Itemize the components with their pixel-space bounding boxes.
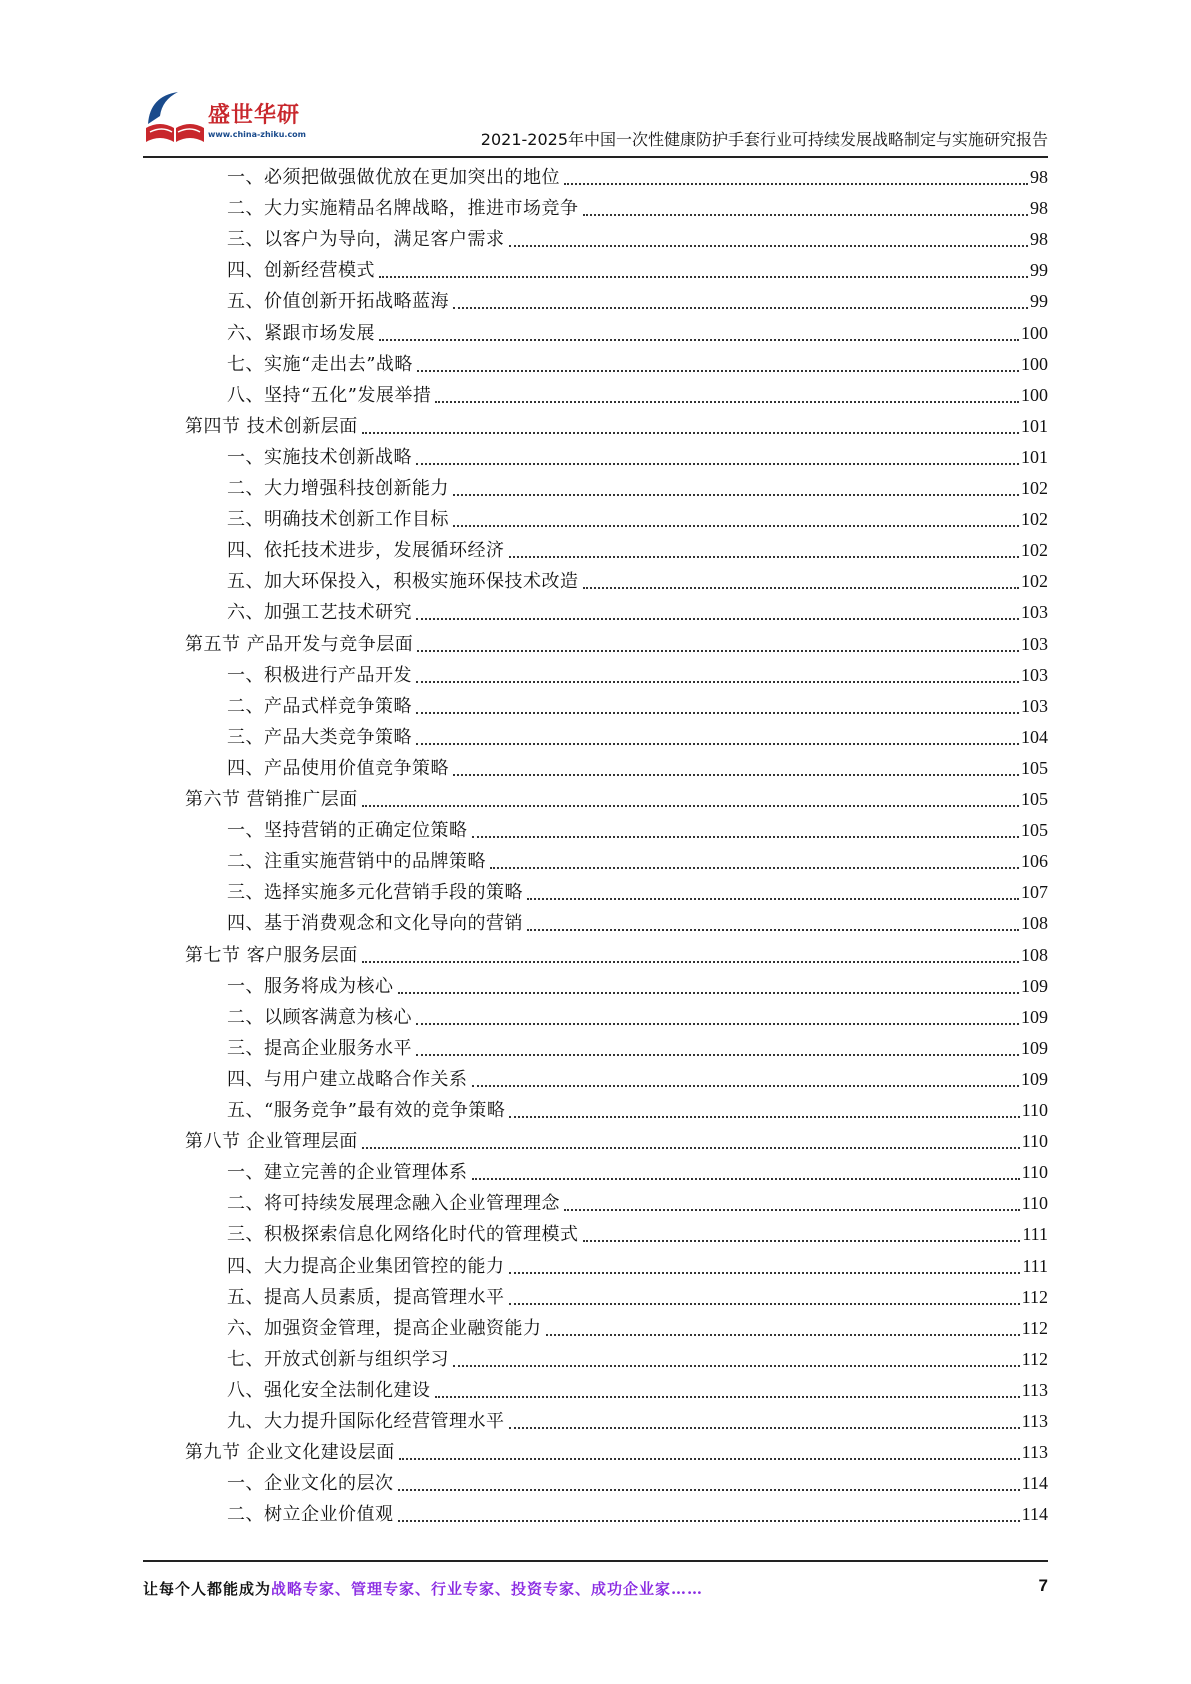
- toc-entry-label: 四、创新经营模式: [227, 260, 375, 282]
- toc-entry-label: 四、依托技术进步，发展循环经济: [227, 540, 505, 562]
- page-number: 7: [1038, 1576, 1048, 1595]
- toc-dot-leader: [398, 971, 1020, 1002]
- toc-entry-label: 五、提高人员素质，提高管理水平: [227, 1286, 505, 1308]
- book-swoosh-icon: [140, 82, 210, 152]
- toc-subsection-entry[interactable]: [227, 380, 1048, 411]
- toc-entry-page: 102: [1021, 540, 1048, 561]
- toc-entry-label: 二、产品式样竞争策略: [227, 695, 412, 717]
- toc-entry-page: 102: [1021, 478, 1048, 498]
- toc-dot-leader: [416, 1033, 1019, 1064]
- toc-section-entry[interactable]: [185, 784, 1048, 815]
- toc-subsection-entry[interactable]: [227, 318, 1048, 349]
- toc-dot-leader: [379, 318, 1019, 349]
- toc-dot-leader: [453, 286, 1028, 317]
- toc-section-entry[interactable]: [185, 1126, 1048, 1157]
- toc-entry-label: 九、大力提升国际化经营管理水平: [227, 1411, 505, 1432]
- toc-entry-label: 七、开放式创新与组织学习: [227, 1348, 449, 1370]
- toc-dot-leader: [509, 1282, 1020, 1313]
- brand-name: 盛世华研: [208, 103, 301, 128]
- toc-entry-label: 第六节 营销推广层面: [185, 789, 358, 810]
- toc-dot-leader: [527, 877, 1019, 908]
- toc-subsection-entry[interactable]: [227, 877, 1048, 908]
- toc-entry-label: 第七节 客户服务层面: [185, 944, 358, 966]
- toc-subsection-entry[interactable]: [227, 1499, 1048, 1530]
- toc-dot-leader: [509, 1406, 1020, 1437]
- toc-subsection-entry[interactable]: [227, 1095, 1048, 1126]
- toc-subsection-entry[interactable]: [227, 1375, 1048, 1406]
- toc-entry-label: 三、明确技术创新工作目标: [227, 509, 449, 531]
- toc-subsection-entry[interactable]: [227, 722, 1048, 753]
- toc-subsection-entry[interactable]: [227, 971, 1048, 1002]
- toc-entry-page: 111: [1022, 1255, 1048, 1276]
- toc-dot-leader: [435, 1375, 1020, 1406]
- toc-entry-page: 110: [1021, 1131, 1048, 1152]
- toc-entry-page: 99: [1030, 291, 1048, 312]
- toc-dot-leader: [509, 1251, 1021, 1282]
- toc-dot-leader: [472, 1064, 1020, 1095]
- toc-entry-label: 一、必须把做强做优放在更加突出的地位: [227, 167, 560, 188]
- toc-entry-page: 100: [1021, 384, 1048, 405]
- toc-entry-page: 98: [1030, 167, 1048, 187]
- toc-dot-leader: [416, 597, 1019, 628]
- toc-dot-leader: [564, 1188, 1020, 1219]
- toc-dot-leader: [583, 193, 1029, 224]
- toc-subsection-entry[interactable]: [227, 660, 1048, 691]
- toc-entry-page: 112: [1021, 1286, 1048, 1307]
- toc-entry-page: 113: [1021, 1379, 1048, 1400]
- toc-subsection-entry[interactable]: [227, 1033, 1048, 1064]
- toc-subsection-entry[interactable]: [227, 597, 1048, 628]
- toc-entry-page: 101: [1021, 415, 1048, 436]
- toc-entry-label: 二、树立企业价值观: [227, 1504, 394, 1526]
- toc-entry-page: 105: [1021, 820, 1048, 841]
- toc-entry-label: 一、积极进行产品开发: [227, 664, 412, 686]
- toc-dot-leader: [472, 1157, 1020, 1188]
- toc-dot-leader: [453, 1344, 1020, 1375]
- toc-entry-page: 108: [1021, 913, 1048, 934]
- toc-entry-page: 113: [1021, 1442, 1048, 1463]
- toc-dot-leader: [417, 629, 1019, 660]
- toc-entry-label: 第九节 企业文化建设层面: [185, 1442, 395, 1464]
- toc-entry-label: 二、注重实施营销中的品牌策略: [227, 851, 486, 873]
- toc-section-entry[interactable]: [185, 1437, 1048, 1468]
- toc-section-entry[interactable]: [185, 411, 1048, 442]
- toc-dot-leader: [362, 1126, 1020, 1157]
- toc-subsection-entry[interactable]: [227, 1157, 1048, 1188]
- toc-entry-label: 一、实施技术创新战略: [227, 446, 412, 468]
- toc-entry-page: 103: [1021, 602, 1048, 623]
- toc-entry-page: 103: [1021, 664, 1048, 685]
- toc-entry-label: 五、价值创新开拓战略蓝海: [227, 291, 449, 313]
- brand-url: www.china-zhiku.com: [208, 130, 307, 139]
- toc-dot-leader: [490, 846, 1019, 877]
- toc-dot-leader: [435, 380, 1019, 411]
- toc-subsection-entry[interactable]: [227, 162, 1048, 193]
- toc-dot-leader: [398, 1468, 1020, 1499]
- toc-entry-page: 112: [1021, 1348, 1048, 1369]
- toc-subsection-entry[interactable]: [227, 255, 1048, 286]
- toc-dot-leader: [509, 224, 1029, 255]
- toc-subsection-entry[interactable]: [227, 504, 1048, 535]
- toc-entry-label: 四、产品使用价值竞争策略: [227, 757, 449, 779]
- toc-entry-label: 一、企业文化的层次: [227, 1473, 394, 1495]
- toc-entry-label: 第八节 企业管理层面: [185, 1131, 358, 1153]
- page-header: [0, 0, 1191, 160]
- toc-entry-label: 二、大力增强科技创新能力: [227, 478, 449, 499]
- toc-subsection-entry[interactable]: [227, 1313, 1048, 1344]
- toc-dot-leader: [398, 1499, 1020, 1530]
- toc-entry-page: 110: [1021, 1162, 1048, 1183]
- toc-entry-page: 102: [1021, 509, 1048, 530]
- toc-dot-leader: [379, 255, 1028, 286]
- toc-subsection-entry[interactable]: [227, 442, 1048, 473]
- toc-subsection-entry[interactable]: [227, 349, 1048, 380]
- toc-entry-page: 109: [1021, 1037, 1048, 1058]
- toc-dot-leader: [453, 473, 1019, 504]
- toc-dot-leader: [583, 1219, 1021, 1250]
- toc-subsection-entry[interactable]: [227, 1406, 1048, 1437]
- footer-slogan: [143, 1578, 703, 1599]
- toc-dot-leader: [362, 784, 1019, 815]
- toc-entry-label: 二、大力实施精品名牌战略，推进市场竞争: [227, 198, 579, 220]
- toc-entry-page: 103: [1021, 695, 1048, 716]
- toc-dot-leader: [527, 908, 1019, 939]
- toc-entry-label: 一、服务将成为核心: [227, 975, 394, 997]
- toc-dot-leader: [564, 162, 1028, 193]
- document-title: 2021-2025年中国一次性健康防护手套行业可持续发展战略制定与实施研究报告: [480, 130, 1048, 149]
- toc-entry-page: 106: [1021, 851, 1048, 872]
- toc-entry-label: 六、紧跟市场发展: [227, 322, 375, 344]
- toc-dot-leader: [509, 1095, 1019, 1126]
- toc-subsection-entry[interactable]: [227, 1468, 1048, 1499]
- toc-section-entry[interactable]: [185, 629, 1048, 660]
- toc-dot-leader: [416, 722, 1019, 753]
- toc-subsection-entry[interactable]: [227, 286, 1048, 317]
- toc-entry-page: 101: [1021, 446, 1048, 467]
- toc-subsection-entry[interactable]: [227, 1188, 1048, 1219]
- toc-dot-leader: [546, 1313, 1020, 1344]
- toc-subsection-entry[interactable]: [227, 1344, 1048, 1375]
- toc-entry-label: 三、选择实施多元化营销手段的策略: [227, 882, 523, 904]
- toc-entry-page: 112: [1021, 1317, 1048, 1338]
- toc-entry-page: 108: [1021, 944, 1048, 965]
- toc-entry-page: 107: [1021, 882, 1048, 903]
- footer-divider: [143, 1560, 1048, 1562]
- toc-entry-label: 三、以客户为导向，满足客户需求: [227, 229, 505, 251]
- toc-dot-leader: [416, 1002, 1019, 1033]
- slogan-highlight: 战略专家、管理专家、行业专家、投资专家、成功企业家……: [271, 1580, 704, 1598]
- toc-entry-label: 八、强化安全法制化建设: [227, 1379, 431, 1401]
- header-divider: [143, 156, 1048, 158]
- brand-logo: [140, 82, 320, 152]
- toc-subsection-entry[interactable]: [227, 566, 1048, 597]
- toc-entry-label: 第五节 产品开发与竞争层面: [185, 633, 414, 655]
- toc-entry-page: 110: [1021, 1100, 1048, 1120]
- toc-entry-label: 三、产品大类竞争策略: [227, 726, 412, 748]
- toc-dot-leader: [416, 660, 1019, 691]
- toc-entry-page: 114: [1021, 1504, 1048, 1525]
- toc-entry-label: 一、坚持营销的正确定位策略: [227, 820, 468, 842]
- toc-dot-leader: [453, 753, 1019, 784]
- toc-entry-page: 98: [1030, 198, 1048, 219]
- toc-entry-page: 109: [1021, 1006, 1048, 1027]
- toc-entry-label: 三、提高企业服务水平: [227, 1037, 412, 1059]
- toc-entry-label: 二、将可持续发展理念融入企业管理理念: [227, 1193, 560, 1215]
- toc-subsection-entry[interactable]: [227, 753, 1048, 784]
- toc-entry-page: 109: [1021, 1068, 1048, 1089]
- toc-entry-page: 109: [1021, 975, 1048, 996]
- toc-entry-label: 四、基于消费观念和文化导向的营销: [227, 913, 523, 935]
- toc-entry-label: 第四节 技术创新层面: [185, 415, 358, 437]
- toc-entry-label: 六、加强资金管理，提高企业融资能力: [227, 1317, 542, 1339]
- toc-entry-label: 二、以顾客满意为核心: [227, 1006, 412, 1028]
- toc-entry-label: 六、加强工艺技术研究: [227, 602, 412, 624]
- toc-subsection-entry[interactable]: [227, 908, 1048, 939]
- toc-section-entry[interactable]: [185, 940, 1048, 971]
- toc-subsection-entry[interactable]: [227, 224, 1048, 255]
- toc-dot-leader: [362, 411, 1019, 442]
- toc-subsection-entry[interactable]: [227, 1002, 1048, 1033]
- toc-subsection-entry[interactable]: [227, 846, 1048, 877]
- toc-dot-leader: [509, 535, 1020, 566]
- toc-entry-page: 98: [1030, 229, 1048, 250]
- toc-entry-page: 105: [1021, 789, 1048, 809]
- toc-entry-page: 104: [1021, 726, 1048, 747]
- toc-entry-label: 一、建立完善的企业管理体系: [227, 1162, 468, 1184]
- toc-entry-page: 100: [1021, 322, 1048, 343]
- toc-entry-page: 99: [1030, 260, 1048, 281]
- toc-subsection-entry[interactable]: [227, 473, 1048, 504]
- toc-subsection-entry[interactable]: [227, 691, 1048, 722]
- toc-entry-label: 四、与用户建立战略合作关系: [227, 1068, 468, 1090]
- toc-subsection-entry[interactable]: [227, 815, 1048, 846]
- toc-entry-page: 113: [1021, 1411, 1048, 1431]
- toc-dot-leader: [417, 349, 1019, 380]
- slogan-prefix: 让每个人都能成为: [143, 1580, 272, 1598]
- toc-entry-page: 102: [1021, 571, 1048, 592]
- toc-entry-label: 五、加大环保投入，积极实施环保技术改造: [227, 571, 579, 593]
- toc-subsection-entry[interactable]: [227, 193, 1048, 224]
- toc-dot-leader: [399, 1437, 1020, 1468]
- toc-dot-leader: [416, 691, 1019, 722]
- toc-entry-page: 100: [1021, 353, 1048, 374]
- toc-entry-page: 114: [1021, 1473, 1048, 1494]
- toc-dot-leader: [416, 442, 1019, 473]
- toc-subsection-entry[interactable]: [227, 1251, 1048, 1282]
- toc-entry-label: 八、坚持“五化”发展举措: [227, 384, 432, 406]
- toc-dot-leader: [362, 940, 1019, 971]
- toc-dot-leader: [453, 504, 1019, 535]
- toc-entry-page: 110: [1021, 1193, 1048, 1214]
- toc-subsection-entry[interactable]: [227, 535, 1048, 566]
- toc-entry-label: 七、实施“走出去”战略: [227, 353, 413, 375]
- toc-dot-leader: [583, 566, 1020, 597]
- toc-entry-label: 五、“服务竞争”最有效的竞争策略: [227, 1100, 506, 1121]
- toc-subsection-entry[interactable]: [227, 1064, 1048, 1095]
- toc-entry-page: 103: [1021, 633, 1048, 654]
- toc-subsection-entry[interactable]: [227, 1219, 1048, 1250]
- toc-entry-label: 三、积极探索信息化网络化时代的管理模式: [227, 1224, 579, 1246]
- toc-entry-page: 111: [1022, 1224, 1048, 1245]
- toc-dot-leader: [472, 815, 1020, 846]
- toc-subsection-entry[interactable]: [227, 1282, 1048, 1313]
- toc-entry-label: 四、大力提高企业集团管控的能力: [227, 1255, 505, 1277]
- toc-entry-page: 105: [1021, 757, 1048, 778]
